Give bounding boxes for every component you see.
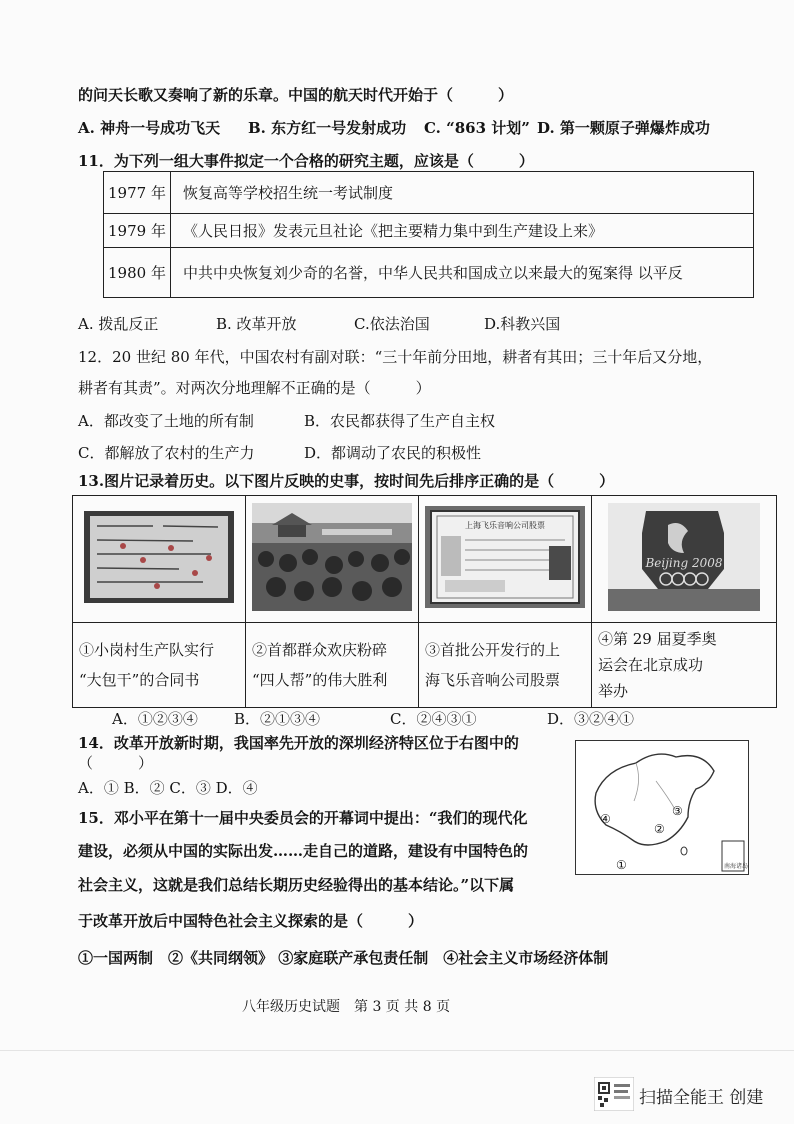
scanner-watermark: 扫描全能王 创建 [639,1088,764,1108]
table-row [104,172,754,214]
caption-cell-3 [419,623,592,708]
map-label-3: ③ [672,804,683,818]
picture-cell-4 [592,496,777,623]
q12-options-row1 [78,410,778,430]
q10-option-a: A. 神舟一号成功飞天 [78,119,221,137]
picture-cell-2 [246,496,419,623]
stock-title: 上海飞乐音响公司股票 [465,521,545,530]
q13-picture-table [72,495,777,708]
q10-option-b: B. 东方红一号发射成功 [248,119,407,137]
olympic-text: Beijing 2008 [645,556,723,570]
qr-badge-icon [594,1077,634,1111]
q13-option-d: D．③②④① [547,710,635,728]
q13-options [112,708,752,728]
q11-option-d: D.科教兴国 [484,315,561,333]
q10-option-c: C. “863 计划” [424,119,530,137]
event-cell: 恢复高等学校招生统一考试制度 [171,172,754,214]
q12-option-b: B．农民都获得了生产自主权 [304,412,496,430]
q12-option-a: A．都改变了土地的所有制 [78,412,254,430]
q15-line1: 15．邓小平在第十一届中央委员会的开幕词中提出：“我们的现代化 [78,809,528,827]
q11-event-table [103,171,754,298]
event-cell: 中共中央恢复刘少奇的名誉，中华人民共和国成立以来最大的冤案得 以平反 [171,248,754,298]
q11-option-c: C.依法治国 [354,315,430,333]
stock-certificate-photo [425,506,585,608]
q10-stem-tail: 的问天长歌又奏响了新的乐章。中国的航天时代开始于（ ） [78,86,514,104]
caption-line: 海飞乐音响公司股票 [425,671,561,689]
q15-line2: 建设，必须从中国的实际出发……走自己的道路，建设有中国特色的 [78,842,529,860]
caption-line: ④第 29 届夏季奥 [598,630,717,648]
table-row [104,214,754,248]
caption-cell-1 [73,623,246,708]
q10-option-d: D. 第一颗原子弹爆炸成功 [537,119,710,137]
q14-options: A．① B．② C．③ D．④ [78,779,258,797]
year-cell: 1980 年 [104,248,171,298]
caption-line: ②首都群众欢庆粉碎 [252,641,388,659]
q13-stem: 13.图片记录着历史。以下图片反映的史事，按时间先后排序正确的是（ ） [78,472,615,490]
q14-stem: 14．改革开放新时期，我国率先开放的深圳经济特区位于右图中的 [78,734,519,752]
map-drawing [576,741,748,874]
event-cell: 《人民日报》发表元旦社论《把主要精力集中到生产建设上来》 [171,214,754,248]
caption-line: ①小岗村生产队实行 [79,641,215,659]
footer-divider [0,1050,794,1051]
q15-items: ①一国两制 ②《共同纲领》 ③家庭联产承包责任制 ④社会主义市场经济体制 [78,949,609,967]
caption-line: “大包干”的合同书 [79,671,200,689]
caption-row [73,623,777,708]
picture-cell-1 [73,496,246,623]
caption-line: “四人帮”的伟大胜利 [252,671,388,689]
q12-options-row2 [78,442,778,462]
q13-option-b: B．②①③④ [234,710,321,728]
q13-option-a: A．①②③④ [112,710,198,728]
q12-stem-line2: 耕者有其责”。对两次分地理解不正确的是（ ） [78,379,431,397]
q11-option-a: A. 拨乱反正 [78,315,159,333]
map-label-2: ② [654,822,665,836]
map-label-4: ④ [600,812,611,826]
map-label-1: ① [616,858,627,872]
q13-option-c: C．②④③① [390,710,477,728]
map-inset-label: 南海诸岛 [724,863,748,870]
caption-line: 举办 [598,682,629,700]
q11-stem: 11．为下列一组大事件拟定一个合格的研究主题，应该是（ ） [78,152,534,170]
q12-stem-line1: 12．20 世纪 80 年代，中国农村有副对联：“三十年前分田地，耕者有其田；三十年后又分地， [78,348,713,366]
caption-cell-4 [592,623,777,708]
page-footer: 八年级历史试题 第 3 页 共 8 页 [242,999,451,1015]
q12-option-d: D．都调动了农民的积极性 [304,444,482,462]
caption-line: ③首批公开发行的上 [425,641,561,659]
q10-options [78,117,778,137]
picture-cell-3 [419,496,592,623]
caption-line: 运会在北京成功 [598,656,704,674]
contract-photo [83,510,235,604]
table-row [104,248,754,298]
q14-paren: （ ） [78,754,154,772]
q11-option-b: B. 改革开放 [216,315,297,333]
crowd-photo [252,503,412,611]
picture-row [73,496,777,623]
china-map [575,740,749,875]
caption-cell-2 [246,623,419,708]
q15-line3: 社会主义，这就是我们总结长期历史经验得出的基本结论。”以下属 [78,876,515,894]
olympic-emblem-photo [608,503,760,611]
q12-option-c: C．都解放了农村的生产力 [78,444,255,462]
q15-line4: 于改革开放后中国特色社会主义探索的是（ ） [78,912,424,930]
q11-options [78,313,778,333]
year-cell: 1977 年 [104,172,171,214]
year-cell: 1979 年 [104,214,171,248]
